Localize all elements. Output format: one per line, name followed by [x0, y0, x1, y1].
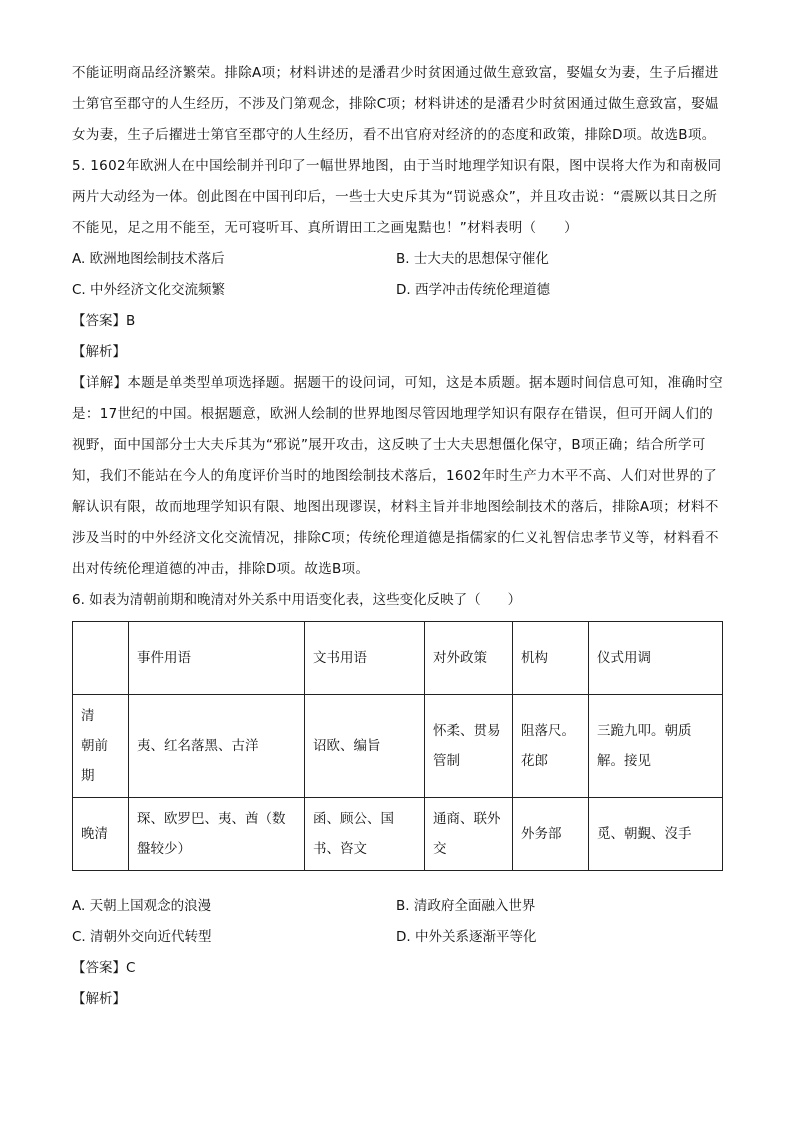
- document-page: [72, 58, 724, 1015]
- question-5-detail: 【详解】本题是单类型单项选择题。据题干的设问词，可知，这是本质题。据本题时间信息可知，准确时空是：17世纪的中国。根据题意，欧洲人绘制的世界地图尽管因地理学知识有限存在错误，但可开阔人们的视野，面中国部分士大夫斥其为“邪说”展开攻击，这反映了士大夫思想僵化保守，B项正确；结合所学可知，我们不能站在今人的角度评价当时的地图绘制技术落后，1602年时生产力木平不高、人们对世界的了解认识有限，故而地理学知识有限、地图出现谬误，材料主旨并非地图绘制技术的落后，排除A项；材料不涉及当时的中外经济文化交流情况，排除C项；传统伦理道德是指儒家的仁义礼智信忠孝节义等，材料看不出对传统伦理道德的冲击，排除D项。故选B项。: [72, 375, 723, 577]
- question-5-option-a: A. 欧洲地图绘制技术落后: [72, 251, 225, 267]
- answer-value: B: [126, 313, 136, 329]
- terminology-table: [72, 621, 723, 871]
- question-5-stem: 5. 1602年欧洲人在中国绘制并刊印了一幅世界地图，由于当时地理学知识有限，图中误将大作为和南极同两片大动经为一体。创此图在中国刊印后，一些士大史斥其为“罚说惑众”，并且攻击说：“震厥以其日之所不能见，足之用不能至，无可寝听耳、真所谓田工之画鬼黠也！”材料表明（ ）: [72, 158, 722, 236]
- previous-analysis-text: 不能证明商品经济繁荣。排除A项；材料讲述的是潘君少时贫困通过做生意致富，娶媪女为妻，生子后擢进士第官至郡守的人生经历，不涉及门第观念，排除C项；材料讲述的是潘君少时贫困通过做生意致富，娶媪女为妻，生子后擢进士第官至郡守的人生经历，看不出官府对经济的的态度和政策，排除D项。故选B项。: [72, 65, 719, 143]
- answer-value: C: [126, 960, 136, 976]
- table-cell: 函、顾公、国书、咨文: [305, 798, 425, 871]
- table-row: [73, 695, 723, 798]
- answer-label: 【答案】: [72, 960, 126, 976]
- question-6-answer: [72, 953, 724, 984]
- table-cell: 琛、欧罗巴、夷、酋（数盤较少）: [129, 798, 305, 871]
- table-cell: 阻落尺。花郎: [513, 695, 589, 798]
- question-5-analysis-label: 【解析】: [72, 344, 126, 360]
- table-header-row: [73, 622, 723, 695]
- question-6-option-d: D. 中外关系逐渐平等化: [396, 929, 537, 945]
- table-header-cell: 仪式用调: [589, 622, 723, 695]
- question-5-options-row-1: [72, 244, 724, 275]
- table-cell: 诏欧、编旨: [305, 695, 425, 798]
- table-cell: 通商、联外交: [425, 798, 513, 871]
- table-cell: 清 朝前期: [73, 695, 129, 798]
- question-5-option-c: C. 中外经济文化交流频繁: [72, 282, 226, 298]
- table-header-cell: 文书用语: [305, 622, 425, 695]
- question-6-option-b: B. 清政府全面融入世界: [396, 898, 536, 914]
- question-6-options-row-2: [72, 922, 724, 953]
- question-5-options-row-2: [72, 275, 724, 306]
- table-row: [73, 798, 723, 871]
- table-header-cell: 对外政策: [425, 622, 513, 695]
- question-6-options-row-1: [72, 891, 724, 922]
- answer-label: 【答案】: [72, 313, 126, 329]
- table-cell: 觅、朝覲、沒手: [589, 798, 723, 871]
- table-cell: 外务部: [513, 798, 589, 871]
- question-6-stem: 6. 如表为清朝前期和晚清对外关系中用语变化表，这些变化反映了（ ）: [72, 592, 522, 608]
- table-cell: 晚清: [73, 798, 129, 871]
- table-header-cell: 事件用语: [129, 622, 305, 695]
- question-6-option-a: A. 天朝上国观念的浪漫: [72, 898, 212, 914]
- question-6-analysis-label: 【解析】: [72, 991, 126, 1007]
- question-5-option-b: B. 士大夫的思想保守催化: [396, 251, 549, 267]
- table-cell: 夷、红名落黑、古洋: [129, 695, 305, 798]
- table-cell: 三跪九叩。朝质解。接见: [589, 695, 723, 798]
- table-header-cell: 机构: [513, 622, 589, 695]
- question-5-option-d: D. 西学冲击传统伦理道德: [396, 282, 550, 298]
- table-header-cell: [73, 622, 129, 695]
- table-cell: 怀柔、贯易管制: [425, 695, 513, 798]
- question-5-answer: [72, 306, 724, 337]
- spacer: [72, 871, 724, 891]
- question-6-option-c: C. 清朝外交向近代转型: [72, 929, 212, 945]
